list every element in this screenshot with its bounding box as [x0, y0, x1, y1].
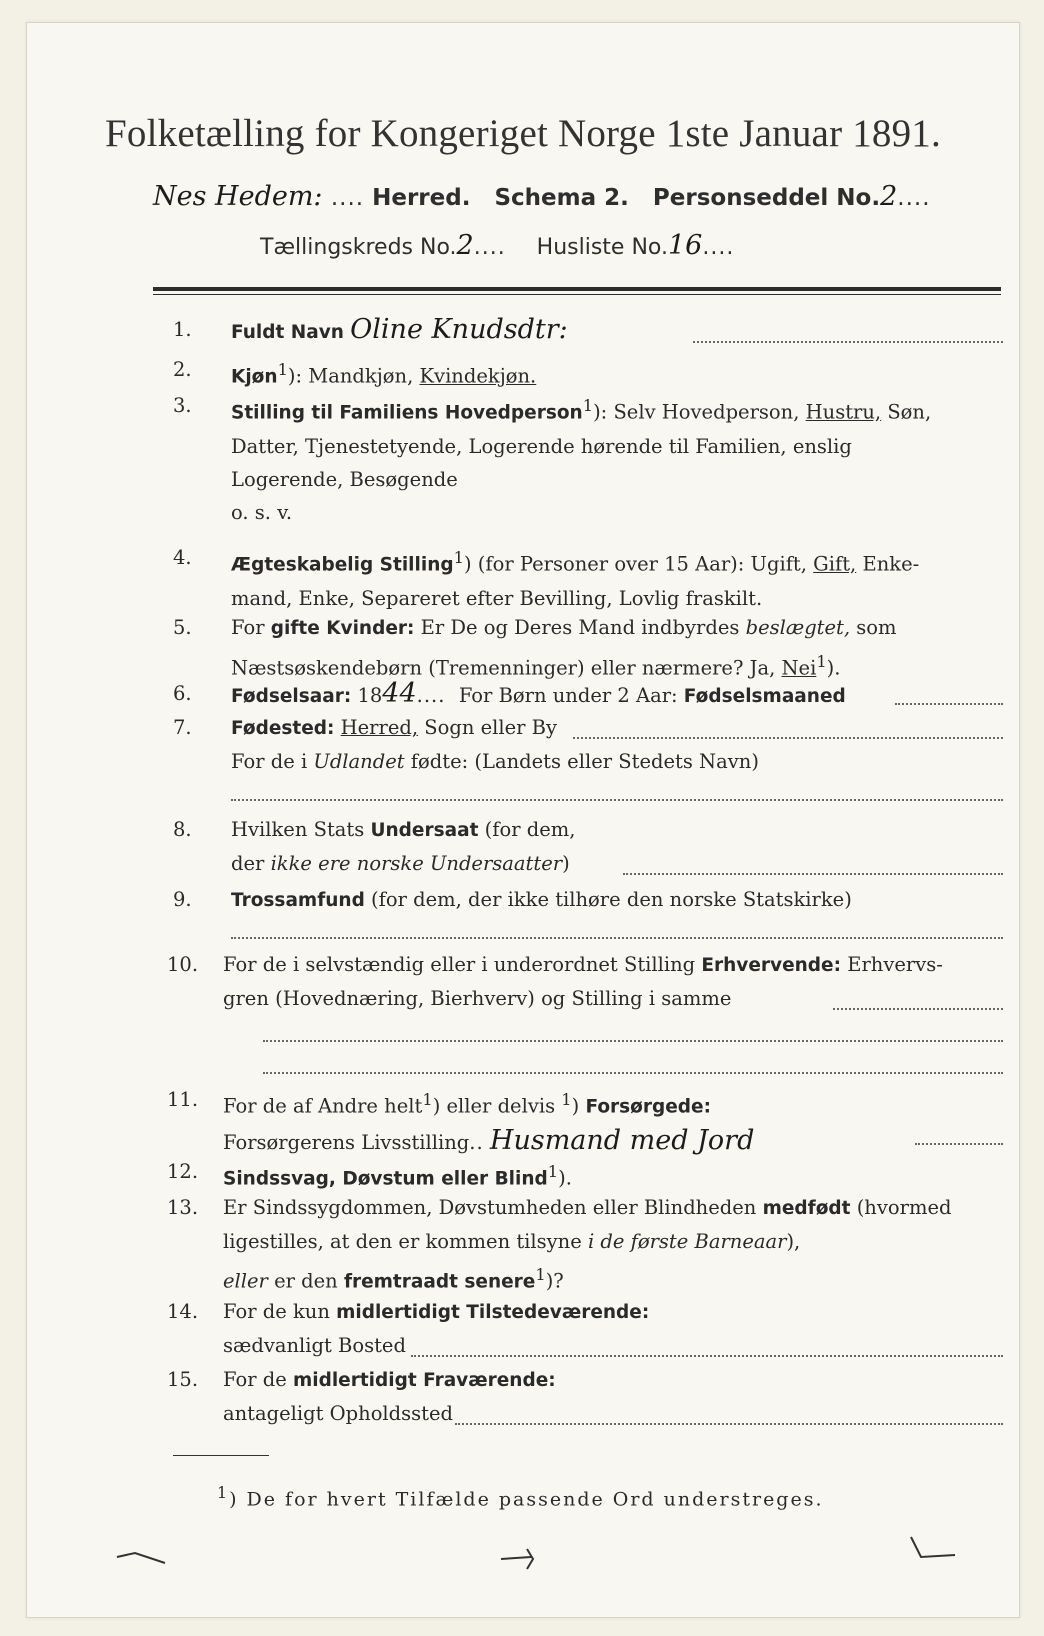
- kreds-line: Tællingskreds No.2.... Husliste No.16....: [260, 230, 735, 261]
- husliste-number: 16: [667, 230, 703, 261]
- item-10-occupation: 10. For de i selvstændig eller i underordnet Stilling Erhvervende: Erhvervs- gren (Hovednæring, Bierhverv) og Stilling i samme: [173, 948, 1003, 1068]
- item-6-birth-year: 6. Fødselsaar: 1844.... For Børn under 2 Aar: Fødselsmaaned: [173, 677, 1003, 710]
- kreds-label: Tællingskreds No.: [260, 235, 457, 260]
- item-3-family-position: 3. Stilling til Familiens Hovedperson$^1$): Selv Hovedperson, Hustru, Søn, Datter, Tjenestetyende, Logerende hørende til Familien, enslig Logerende, Besøgende o. s. v.: [173, 394, 932, 524]
- corner-mark-icon: [115, 1541, 185, 1571]
- schema-label: Schema 2.: [494, 185, 629, 211]
- footnote-rule: [173, 1455, 269, 1456]
- supporter-occupation-handwritten: Husmand med Jord: [489, 1124, 755, 1156]
- personseddel-label: Personseddel No.: [652, 185, 881, 211]
- header-rule: [153, 287, 1001, 291]
- item-15-temporary-absent: 15. For de midlertidigt Fraværende: antageligt Opholdssted: [173, 1363, 1003, 1429]
- birth-year-handwritten: 44: [382, 678, 417, 709]
- item-14-temporary-present: 14. For de kun midlertidigt Tilstedeværende: sædvanligt Bosted: [173, 1295, 1003, 1361]
- full-name-handwritten: Oline Knudsdtr:: [350, 314, 568, 345]
- herred-line: Nes Hedem: .... Herred. Schema 2. Personseddel No.2....: [153, 181, 931, 212]
- header-rule-thin: [153, 294, 1001, 295]
- right-mark-icon: [907, 1533, 977, 1573]
- item-4-marital-status: 4. Ægteskabelig Stilling$^1$) (for Personer over 15 Aar): Ugift, Gift, Enke- mand, Enke, Separeret efter Bevilling, Lovlig fraskilt.: [173, 546, 920, 610]
- footnote: $^1$) De for hvert Tilfælde passende Ord understreges.: [217, 1483, 824, 1511]
- item-1-full-name: 1. Fuldt Navn Oline Knudsdtr:: [173, 313, 1003, 349]
- kreds-number: 2: [456, 230, 474, 261]
- item-13-congenital: 13. Er Sindssygdommen, Døvstumheden eller Blindheden medfødt (hvormed ligestilles, at den er kommen tilsyne i de første Barneaar), eller er den fremtraadt senere$^1$)?: [167, 1196, 952, 1293]
- form-title: Folketælling for Kongeriget Norge 1ste Januar 1891.: [105, 112, 941, 155]
- item-8-citizenship: 8. Hvilken Stats Undersaat (for dem, der ikke ere norske Undersaatter): [173, 813, 1003, 879]
- herred-label: Herred.: [372, 185, 471, 211]
- personseddel-number: 2: [880, 181, 898, 212]
- herred-handwritten: Nes Hedem:: [153, 181, 323, 212]
- item-12-disability: 12. Sindssvag, Døvstum eller Blind$^1$).: [167, 1160, 572, 1190]
- census-form-sheet: [26, 22, 1020, 1618]
- item-5-married-women: 5. For gifte Kvinder: Er De og Deres Mand indbyrdes beslægtet, som Næstsøskendebørn (Tremenninger) eller nærmere? Ja, Nei$^1$).: [173, 616, 897, 680]
- item-9-religion: 9. Trossamfund (for dem, der ikke tilhøre den norske Statskirke): [173, 883, 1003, 941]
- item-7-birthplace: 7. Fødested: Herred, Sogn eller By For de i Udlandet fødte: (Landets eller Stedets Navn): [173, 711, 1003, 811]
- item-11-supported: 11. For de af Andre helt$^1$) eller delvis $^1$) Forsørgede: Forsørgerens Livsstilling.. Husmand med Jord: [173, 1083, 1003, 1155]
- item-2-sex: 2. Kjøn$^1$): Mandkjøn, Kvindekjøn.: [173, 358, 537, 388]
- husliste-label: Husliste No.: [536, 235, 668, 260]
- center-mark-icon: [497, 1535, 567, 1575]
